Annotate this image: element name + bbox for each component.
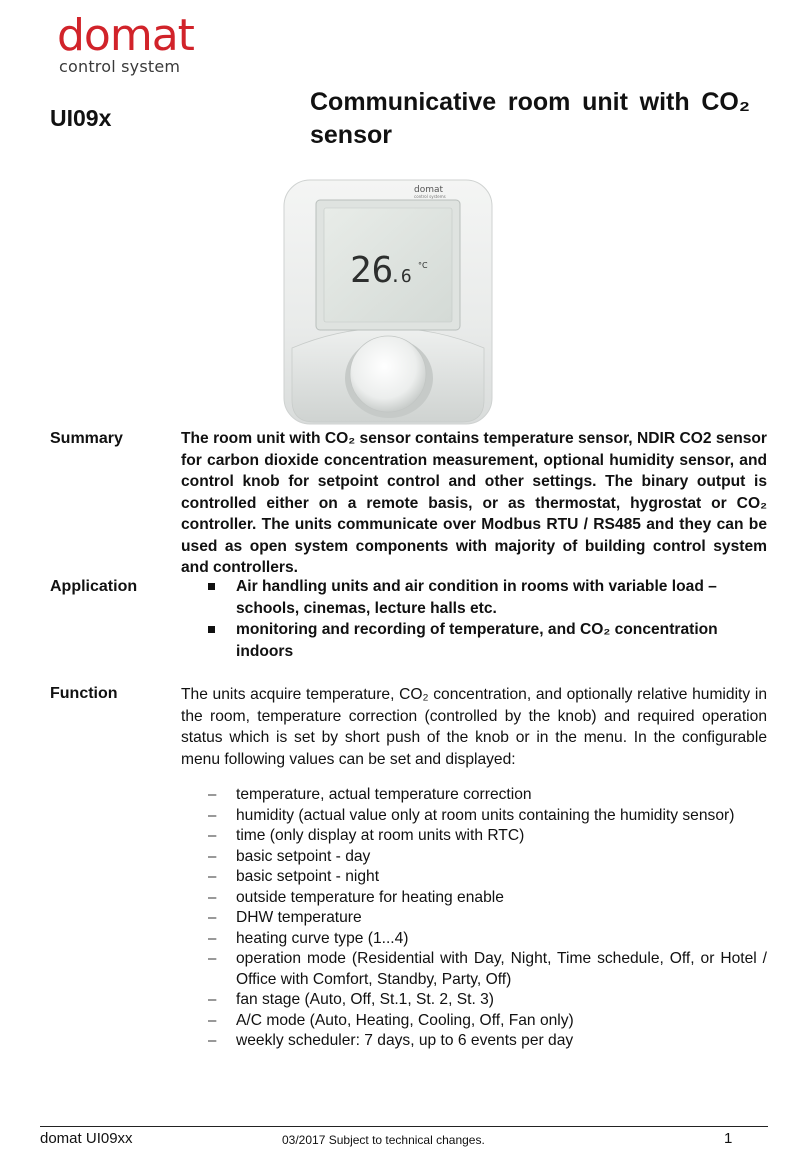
- function-text: The units acquire temperature, CO₂ concentration, and optionally relative humidity in the room, temperature correction (controlled by the knob) and required operation status which is set by short push of the knob or in the menu. In the configurable menu following values can be set and displayed:: [181, 686, 767, 768]
- list-item: [181, 908, 767, 929]
- logo-name: domat: [57, 10, 194, 61]
- device-photo: [278, 178, 498, 428]
- list-item: [181, 576, 767, 619]
- dash-bullet-icon: –: [208, 950, 217, 967]
- list-item: [181, 806, 767, 827]
- page-number: 1: [724, 1130, 733, 1147]
- list-item: [181, 867, 767, 888]
- function-item-text: DHW temperature: [236, 909, 362, 926]
- dash-bullet-icon: –: [208, 909, 217, 926]
- dash-bullet-icon: –: [208, 929, 217, 947]
- dash-bullet-icon: –: [208, 1011, 217, 1029]
- list-item: [181, 888, 767, 909]
- logo-tagline: control system: [59, 57, 181, 76]
- square-bullet-icon: [208, 583, 215, 590]
- function-item-text: weekly scheduler: 7 days, up to 6 events per day: [236, 1032, 574, 1049]
- product-code: UI09x: [50, 105, 112, 131]
- lcd-temp-main: 26: [350, 250, 394, 291]
- dash-bullet-icon: –: [208, 868, 217, 885]
- dash-bullet-icon: –: [208, 847, 217, 865]
- function-item-text: temperature, actual temperature correction: [236, 786, 532, 803]
- dash-bullet-icon: –: [208, 806, 217, 824]
- function-item-text: basic setpoint - night: [236, 868, 380, 885]
- application-label: Application: [50, 578, 138, 595]
- list-item: [181, 929, 767, 950]
- list-item: [181, 1031, 767, 1052]
- dash-bullet-icon: –: [208, 827, 217, 844]
- function-item-text: outside temperature for heating enable: [236, 888, 504, 906]
- control-knob: [350, 336, 426, 412]
- application-item-text: Air handling units and air condition in rooms with variable load – schools, cinemas, lecture halls etc.: [236, 578, 717, 617]
- list-item: [181, 949, 767, 990]
- document-title: Communicative room unit with CO₂ sensor: [310, 88, 750, 149]
- summary-label: Summary: [50, 430, 123, 447]
- function-item-text: A/C mode (Auto, Heating, Cooling, Off, Fan only): [236, 1011, 574, 1029]
- list-item: [181, 990, 767, 1011]
- square-bullet-icon: [208, 626, 215, 633]
- device-brand-sub: control systems: [414, 194, 446, 199]
- footer-note: 03/2017 Subject to technical changes.: [282, 1133, 485, 1147]
- list-item: [181, 826, 767, 847]
- dash-bullet-icon: –: [208, 1032, 217, 1049]
- application-list: [181, 576, 767, 662]
- list-item: [181, 785, 767, 806]
- footer-doc-name: domat UI09xx: [40, 1130, 133, 1147]
- function-item-text: fan stage (Auto, Off, St.1, St. 2, St. 3): [236, 991, 495, 1008]
- list-item: [181, 847, 767, 868]
- function-label: Function: [50, 685, 118, 702]
- summary-text: The room unit with CO₂ sensor contains temperature sensor, NDIR CO2 sensor for carbon dioxide concentration measurement, optional humidity sensor, and control knob for setpoint control and other settings. The binary output is controlled either on a remote basis, or as thermostat, hygrostat or CO₂ controller. The units communicate over Modbus RTU / RS485 and they can be used as open system components with majority of building control system and controllers.: [181, 430, 767, 576]
- dash-bullet-icon: –: [208, 991, 217, 1008]
- device-brand: domat: [414, 185, 444, 195]
- list-item: [181, 619, 767, 662]
- company-logo: [57, 10, 194, 76]
- function-list: [181, 785, 767, 1052]
- dash-bullet-icon: –: [208, 786, 217, 803]
- list-item: [181, 1011, 767, 1032]
- function-item-text: basic setpoint - day: [236, 847, 371, 865]
- function-item-text: heating curve type (1...4): [236, 929, 409, 947]
- footer-divider: [40, 1126, 768, 1127]
- lcd-temp-decimal: .6: [390, 266, 412, 287]
- lcd-unit: °C: [418, 261, 428, 270]
- function-item-text: operation mode (Residential with Day, Night, Time schedule, Off, or Hotel / Office with Comfort, Standby, Party, Off): [236, 950, 767, 988]
- application-item-text: monitoring and recording of temperature, and CO₂ concentration indoors: [236, 621, 718, 660]
- function-item-text: time (only display at room units with RTC): [236, 827, 525, 844]
- function-item-text: humidity (actual value only at room units containing the humidity sensor): [236, 806, 735, 824]
- dash-bullet-icon: –: [208, 888, 217, 906]
